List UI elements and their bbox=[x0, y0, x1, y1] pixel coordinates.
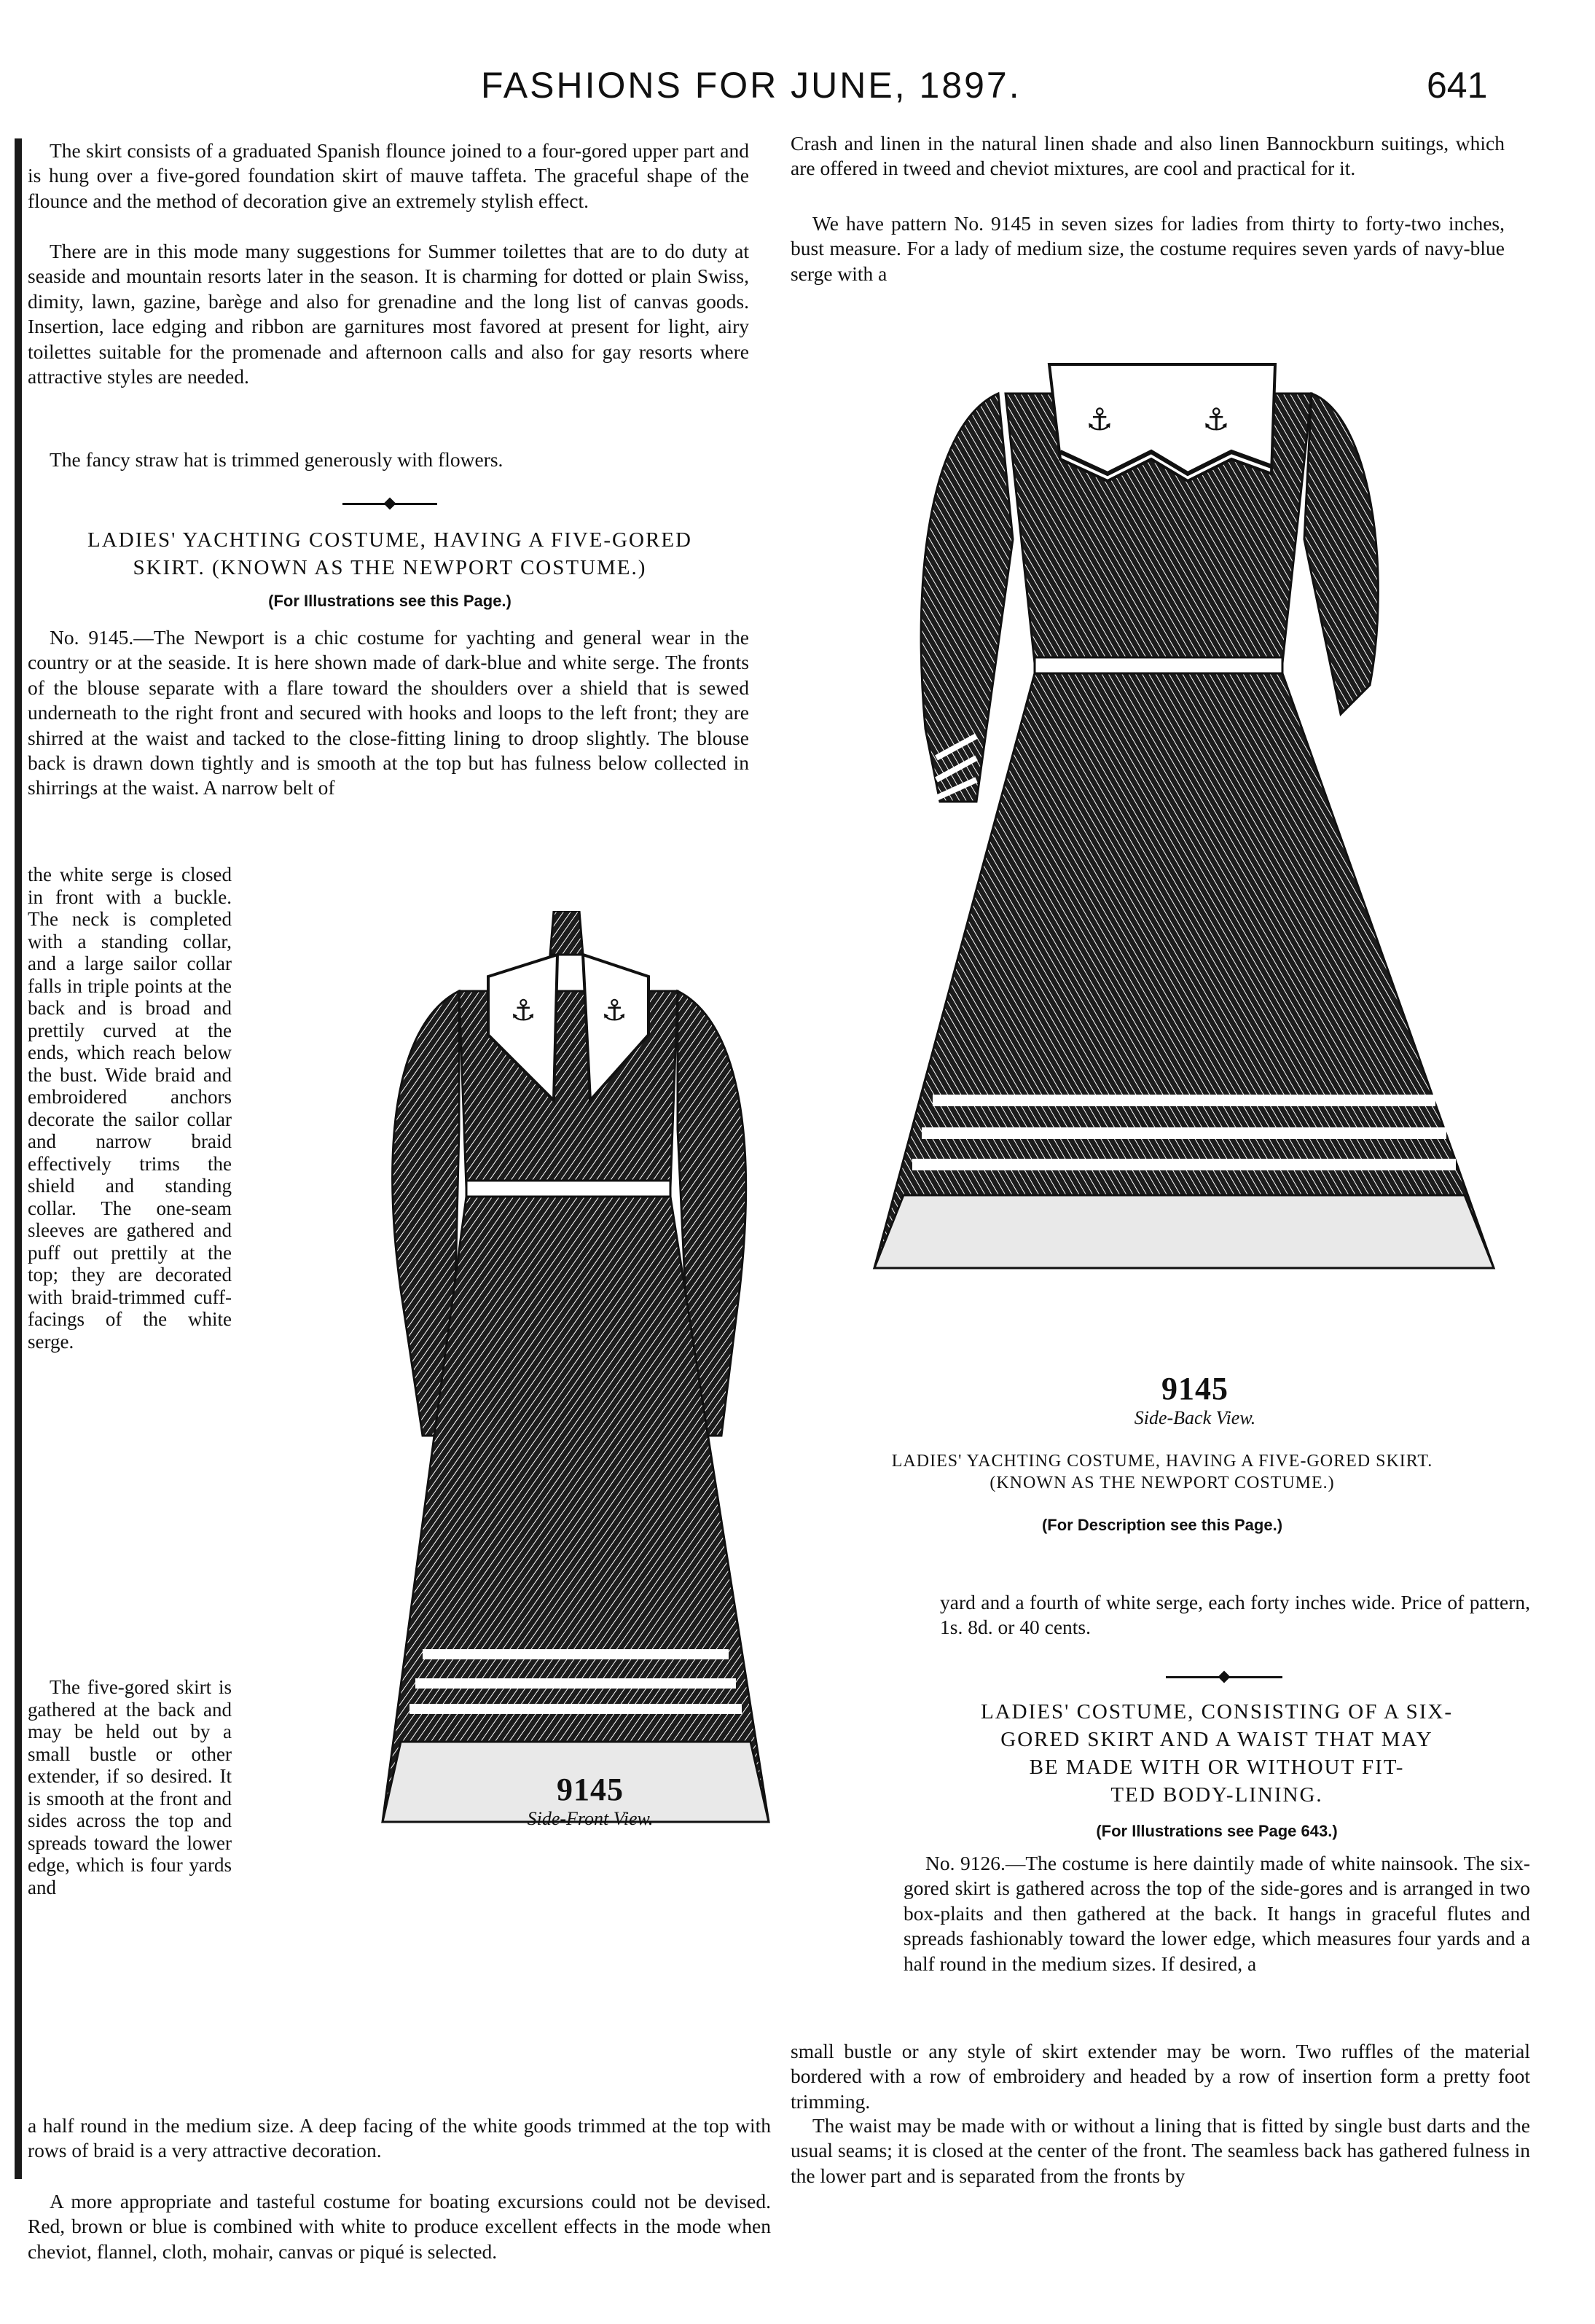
page-gutter-line bbox=[15, 138, 22, 2179]
section-heading-line-1: LADIES' YACHTING COSTUME, HAVING A FIVE-GORED bbox=[87, 528, 692, 552]
page-header bbox=[0, 64, 1595, 115]
narrow-paragraph-2: The five-gored skirt is gathered at the back and may be held out by a small bustle or other extender, if so desired. It is smooth at the front and sides across the top and spreads toward the lower edge, which is four yards and bbox=[28, 1676, 232, 1898]
yard-paragraph: yard and a fourth of white serge, each forty inches wide. Price of pattern, 1s. 8d. or 40 cents. bbox=[940, 1591, 1530, 1639]
page-number: 641 bbox=[1427, 65, 1488, 106]
long-caption-line-1: LADIES' YACHTING COSTUME, HAVING A FIVE-GORED SKIRT. bbox=[891, 1452, 1433, 1471]
side-back-view-figure bbox=[867, 350, 1501, 1355]
section-divider-1 bbox=[342, 503, 437, 505]
intro-paragraph-3: The fancy straw hat is trimmed generously with flowers. bbox=[50, 448, 503, 471]
body-paragraph-facing: a half round in the medium size. A deep facing of the white goods trimmed at the top with rows of braid is a very attractive decoration. bbox=[28, 2114, 771, 2162]
svg-text:⚓: ⚓ bbox=[1202, 402, 1230, 437]
svg-text:⚓: ⚓ bbox=[510, 994, 536, 1028]
front-figure-number: 9145 bbox=[557, 1772, 624, 1807]
illustrations-reference: (For Illustrations see this Page.) bbox=[268, 592, 512, 610]
heading2-line-1: LADIES' COSTUME, CONSISTING OF A SIX- bbox=[981, 1700, 1453, 1724]
section-heading-nainsook bbox=[904, 1698, 1530, 1809]
front-figure-view: Side-Front View. bbox=[527, 1808, 654, 1829]
body-paragraph-boating: A more appropriate and tasteful costume for boating excursions could not be devised. Red, brown or blue is combined with white to produce excellent effects in the mode when cheviot, flannel, cloth, mohair, canvas or piqué is selected. bbox=[28, 2190, 771, 2263]
heading2-line-3: BE MADE WITH OR WITHOUT FIT- bbox=[1029, 1756, 1405, 1779]
svg-text:⚓: ⚓ bbox=[601, 994, 627, 1028]
section-heading-line-2: SKIRT. (KNOWN AS THE NEWPORT COSTUME.) bbox=[133, 556, 647, 579]
back-figure-number: 9145 bbox=[1161, 1371, 1228, 1406]
right-top-paragraph-1: Crash and linen in the natural linen shade and also linen Bannockburn suitings, which are offered in tweed and cheviot mixtures, are cool and practical for it. bbox=[791, 132, 1505, 180]
back-figure-view: Side-Back View. bbox=[1134, 1407, 1256, 1428]
heading2-line-4: TED BODY-LINING. bbox=[1110, 1783, 1323, 1807]
front-figure-caption bbox=[525, 1771, 656, 1830]
body-paragraph-9126: No. 9126.—The costume is here daintily made of white nainsook. The six-gored skirt is gathered across the top of the side-gores and is arranged in two box-plaits and then gathered at the back. It hangs in graceful flutes and spreads fashionably toward the lower edge, which measures four yards and a half round in the medium sizes. If desired, a bbox=[904, 1852, 1530, 1975]
side-front-view-figure bbox=[372, 911, 780, 1902]
section-divider-2 bbox=[1166, 1676, 1282, 1678]
body-paragraph-waist: The waist may be made with or without a lining that is fitted by single bust darts and the usual seams; it is closed at the center of the front. The seamless back has gathered fulness in the lower part and is separated from the fronts by bbox=[791, 2114, 1530, 2187]
body-paragraph-bustle: small bustle or any style of skirt extender may be worn. Two ruffles of the material bordered with a row of embroidery and headed by a row of insertion form a pretty foot trimming. bbox=[791, 2040, 1530, 2113]
description-reference: (For Description see this Page.) bbox=[1041, 1516, 1283, 1534]
intro-paragraph-2: There are in this mode many suggestions for Summer toilettes that are to do duty at seaside and mountain resorts later in the season. It is charming for dotted or plain Swiss, dimity, lawn, gazine, barège and also for grenadine and the long list of canvas goods. Insertion, lace edging and ribbon are garnitures most favored at present for light, airy toilettes suitable for the promenade and afternoon calls and also for gay resorts where attractive styles are needed. bbox=[28, 240, 749, 388]
page-title: FASHIONS FOR JUNE, 1897. bbox=[481, 65, 1022, 106]
long-caption-line-2: (KNOWN AS THE NEWPORT COSTUME.) bbox=[989, 1474, 1335, 1492]
body-paragraph-9145: No. 9145.—The Newport is a chic costume for yachting and general wear in the country or at the seaside. It is here shown made of dark-blue and white serge. The fronts of the blouse separate with a flare toward the shoulders over a shield that is sewed underneath to the right front and secured with hooks and loops to the left front; they are shirred at the waist and tacked to the close-fitting lining to droop slightly. The blouse back is drawn down tightly and is smooth at the top but has fulness below collected in shirrings at the waist. A narrow belt of bbox=[28, 626, 749, 799]
section-heading-yachting bbox=[29, 526, 751, 582]
back-figure-long-caption bbox=[816, 1450, 1508, 1494]
narrow-paragraph-1: the white serge is closed in front with a buckle. The neck is completed with a standing collar, and a large sailor collar falls in triple points at the back and is broad and prettily curved at the ends, which reach below the bust. Wide braid and embroidered anchors decorate the sailor collar and narrow braid effectively trims the shield and standing collar. The one-seam sleeves are gathered and puff out prettily at the top; they are decorated with braid-trimmed cuff-facings of the white serge. bbox=[28, 864, 232, 1353]
intro-paragraph-1: The skirt consists of a graduated Spanish flounce joined to a four-gored upper part and is hung over a five-gored foundation skirt of mauve taffeta. The graceful shape of the flounce and the method of decoration give an extremely stylish effect. bbox=[28, 139, 749, 212]
svg-text:⚓: ⚓ bbox=[1086, 402, 1113, 437]
illustrations-reference-2: (For Illustrations see Page 643.) bbox=[1096, 1822, 1338, 1840]
heading2-line-2: GORED SKIRT AND A WAIST THAT MAY bbox=[1000, 1728, 1433, 1751]
back-figure-caption bbox=[1115, 1370, 1275, 1429]
right-top-paragraph-2: We have pattern No. 9145 in seven sizes for ladies from thirty to forty-two inches, bust measure. For a lady of medium size, the costume requires seven yards of navy-blue serge with a bbox=[791, 212, 1505, 285]
